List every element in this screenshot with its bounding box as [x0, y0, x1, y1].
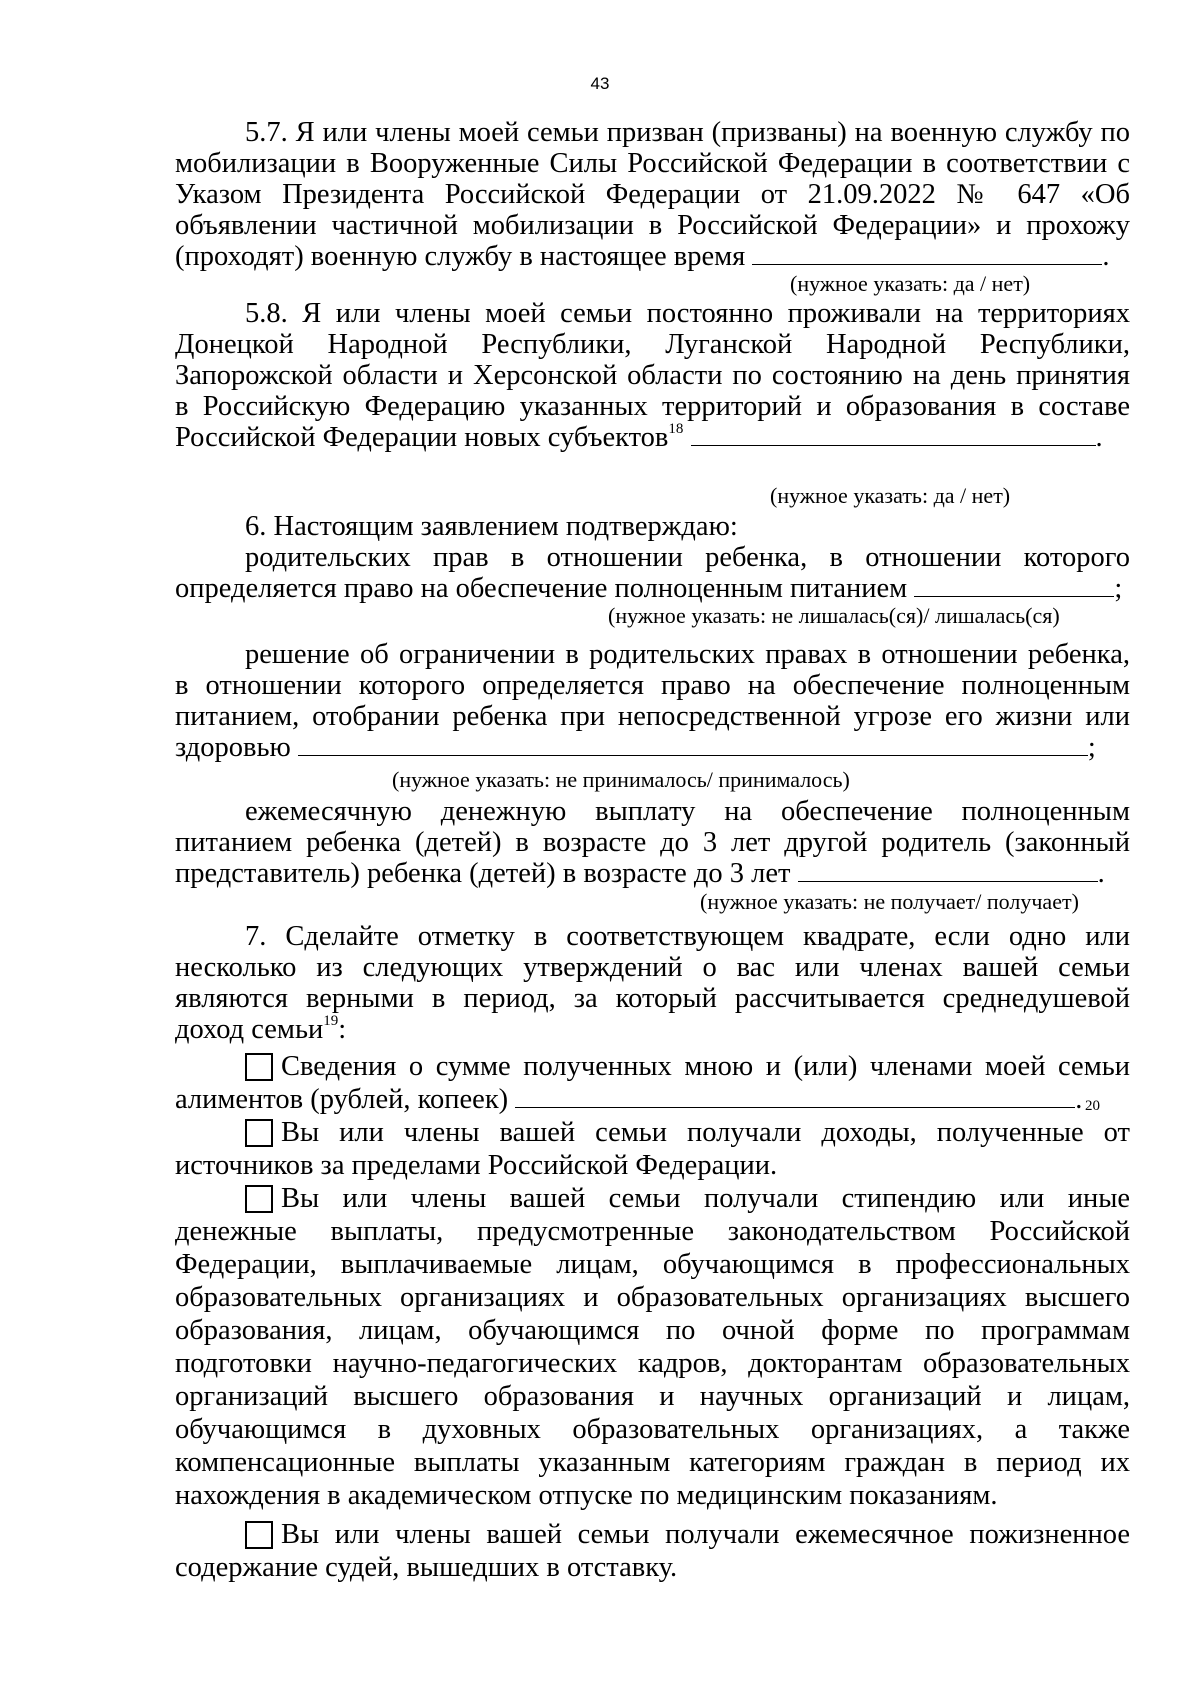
option-1-footnote-ref: 20	[1085, 1098, 1100, 1114]
option-3-line-7: организаций высшего образования и научных организаций и лицам,	[175, 1381, 1130, 1412]
s57-hint: (нужное указать: да / нет)	[790, 271, 1031, 296]
option-4-checkbox[interactable]	[245, 1521, 273, 1549]
s6b-answer-field[interactable]	[298, 731, 1088, 756]
s7-option-1	[245, 1050, 1130, 1084]
s7-line-1: 7. Сделайте отметку в соответствующем квадрате, если одно или	[245, 921, 1130, 952]
s6c-line-1: ежемесячную денежную выплату на обеспечение полноценным	[245, 796, 1130, 827]
option-3-line-8: обучающимся в духовных образовательных организациях, а также	[175, 1414, 1130, 1445]
s57-line-5	[175, 240, 1130, 274]
s6b-semicolon: ;	[1087, 732, 1096, 763]
s58-line-5	[175, 421, 1130, 455]
s57-line-3: Указом Президента Российской Федерации от 21.09.2022 № 647 «Об	[175, 179, 1130, 210]
option-3-checkbox[interactable]	[245, 1185, 273, 1213]
s6c-hint: (нужное указать: не получает/ получает)	[700, 889, 1079, 914]
s6-title: 6. Настоящим заявлением подтверждаю:	[245, 511, 738, 542]
page-number: 43	[590, 74, 610, 93]
s6b-line-3: питанием, отобрании ребенка при непосредственной угрозе его жизни или	[175, 701, 1130, 732]
s58-period: .	[1095, 422, 1103, 453]
s57-answer-field[interactable]	[752, 240, 1102, 265]
option-2-line-1: Вы или члены вашей семьи получали доходы, полученные от	[281, 1117, 1130, 1148]
s58-line-4: в Российскую Федерацию указанных территорий и образования в составе	[175, 391, 1130, 422]
s58-hint: (нужное указать: да / нет)	[770, 483, 1011, 508]
s6c-line-3-text: представитель) ребенка (детей) в возрасте до 3 лет	[175, 858, 791, 889]
s6a-line-2	[175, 572, 1130, 606]
s58-line-1: 5.8. Я или члены моей семьи постоянно проживали на территориях	[245, 298, 1130, 329]
option-3-line-2: денежные выплаты, предусмотренные законодательством Российской	[175, 1216, 1130, 1247]
s6b-hint: (нужное указать: не принималось/ принималось)	[392, 767, 850, 792]
s57-line-5-text: (проходят) военную службу в настоящее время	[175, 241, 746, 272]
s7-line-4-text: доход семьи	[175, 1014, 324, 1045]
s6c-line-2: питанием ребенка (детей) в возрасте до 3 лет другой родитель (законный	[175, 827, 1130, 858]
alimony-amount-field[interactable]	[515, 1083, 1075, 1108]
s7-option-4	[245, 1518, 1130, 1552]
s57-period: .	[1102, 241, 1110, 272]
s6b-line-4	[175, 731, 1130, 765]
option-2-checkbox[interactable]	[245, 1119, 273, 1147]
s7-line-4	[175, 1013, 1130, 1047]
s7-colon: :	[338, 1014, 347, 1045]
s58-line-5-text: Российской Федерации новых субъектов	[175, 422, 669, 453]
s58-answer-field[interactable]	[691, 421, 1096, 446]
option-4-line-1: Вы или члены вашей семьи получали ежемесячное пожизненное	[281, 1519, 1130, 1550]
s7-footnote-ref: 19	[323, 1013, 339, 1029]
s6a-answer-field[interactable]	[914, 572, 1114, 597]
s57-line-1: 5.7. Я или члены моей семьи призван (призваны) на военную службу по	[245, 117, 1130, 148]
s7-option-1-line-2	[175, 1083, 1130, 1117]
s58-line-2: Донецкой Народной Республики, Луганской Народной Республики,	[175, 329, 1130, 360]
s58-footnote-ref: 18	[668, 421, 684, 437]
s57-line-4: объявлении частичной мобилизации в Российской Федерации» и прохожу	[175, 210, 1130, 241]
s7-option-2	[245, 1116, 1130, 1150]
s6a-line-1: родительских прав в отношении ребенка, в отношении которого	[245, 542, 1130, 573]
option-1-period: .	[1075, 1084, 1083, 1115]
s6a-line-2-text: определяется право на обеспечение полноценным питанием	[175, 573, 908, 604]
s57-line-2: мобилизации в Вооруженные Силы Российской Федерации в соответствии с	[175, 148, 1130, 179]
s6a-hint: (нужное указать: не лишалась(ся)/ лишалась(ся)	[608, 603, 1060, 628]
s6b-line-4-text: здоровью	[175, 732, 291, 763]
option-3-line-4: образовательных организациях и образовательных организациях высшего	[175, 1282, 1130, 1313]
s6b-line-2: в отношении которого определяется право на обеспечение полноценным	[175, 670, 1130, 701]
option-3-line-10: нахождения в академическом отпуске по медицинским показаниям.	[175, 1480, 998, 1511]
option-1-line-2-text: алиментов (рублей, копеек)	[175, 1084, 509, 1115]
s7-line-2: несколько из следующих утверждений о вас или членах вашей семьи	[175, 952, 1130, 983]
s6c-answer-field[interactable]	[798, 857, 1098, 882]
option-2-line-2: источников за пределами Российской Федерации.	[175, 1150, 778, 1181]
s58-line-3: Запорожской области и Херсонской области по состоянию на день принятия	[175, 360, 1130, 391]
option-4-line-2: содержание судей, вышедших в отставку.	[175, 1552, 678, 1583]
s6b-line-1: решение об ограничении в родительских правах в отношении ребенка,	[245, 639, 1130, 670]
option-3-line-1: Вы или члены вашей семьи получали стипендию или иные	[281, 1183, 1130, 1214]
s7-line-3: являются верными в период, за который рассчитывается среднедушевой	[175, 983, 1130, 1014]
s6c-line-3	[175, 857, 1130, 891]
option-3-line-5: образования, лицам, обучающимся по очной форме по программам	[175, 1315, 1130, 1346]
option-1-checkbox[interactable]	[245, 1053, 273, 1081]
option-3-line-6: подготовки научно-педагогических кадров, докторантам образовательных	[175, 1348, 1130, 1379]
option-3-line-9: компенсационные выплаты указанным категориям граждан в период их	[175, 1447, 1130, 1478]
option-1-line-1: Сведения о сумме полученных мною и (или) членами моей семьи	[281, 1051, 1130, 1082]
s7-option-3	[245, 1182, 1130, 1216]
s6a-semicolon: ;	[1114, 573, 1123, 604]
option-3-line-3: Федерации, выплачиваемые лицам, обучающимся в профессиональных	[175, 1249, 1130, 1280]
s6c-period: .	[1097, 858, 1105, 889]
